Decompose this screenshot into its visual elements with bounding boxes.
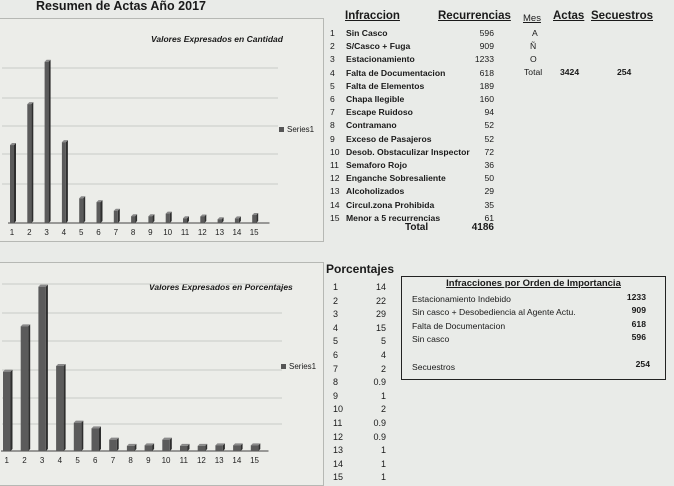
bar-side [64,364,66,451]
x-tick-label: 6 [96,228,101,237]
pct-row-value: 1 [380,390,386,401]
importance-box [401,276,666,380]
x-tick-label: 4 [57,456,63,465]
bar [233,445,241,451]
legend-label: Series1 [287,125,315,134]
bar [145,445,153,451]
row-number: 1 [330,28,335,38]
pct-row-value: 4 [380,350,386,360]
importance-secuestros-value: 254 [635,359,650,369]
row-number: 9 [330,133,335,144]
bar-side [170,438,172,451]
row-infraction-name: Exceso de Pasajeros [346,133,432,144]
x-tick-label: 13 [215,228,225,237]
actas-total: 3424 [560,67,580,77]
row-recurrence-value: 189 [479,80,494,91]
x-tick-label: 5 [75,456,80,465]
header-mes: Mes [523,13,541,24]
chart-title-percentage: Valores Expresados en Porcentajes [149,282,293,292]
row-infraction-name: Alcoholizados [346,186,405,197]
row-number: 3 [330,54,335,65]
row-infraction-name: Falta de Elementos [346,80,425,91]
x-tick-label: 15 [249,228,259,237]
x-tick-label: 14 [232,228,242,237]
header-infraccion: Infraccion [345,10,400,22]
pct-row-number: 15 [333,472,344,483]
x-tick-label: 1 [4,456,9,465]
row-recurrence-value: 35 [484,199,494,210]
row-number: 2 [330,41,335,52]
row-recurrence-value: 596 [479,28,494,38]
pct-row-value: 1 [380,445,386,456]
bar [198,446,206,451]
percentages-title: Porcentajes [326,262,395,276]
row-infraction-name: Estacionamiento [346,54,415,65]
pct-row-number: 7 [333,363,339,374]
importance-row-value: 1233 [626,292,646,302]
bar-side [46,285,48,451]
row-recurrence-value: 72 [484,146,494,157]
bar [180,446,188,451]
x-tick-label: 11 [179,456,188,465]
total-label: Total [524,67,543,77]
pct-row-value: 1 [380,458,386,469]
importance-secuestros-label: Secuestros [412,362,455,372]
x-tick-label: 10 [163,228,173,237]
importance-row-label: Sin casco + Desobediencia al Agente Actu. [412,307,576,317]
x-tick-label: 7 [113,228,119,237]
row-number: 7 [330,107,335,118]
x-tick-label: 12 [197,228,207,237]
bar [74,423,82,451]
pct-row-number: 14 [333,458,344,469]
pct-row-value: 0.9 [373,431,386,442]
pct-row-value: 1 [380,472,386,483]
chart-title-quantity: Valores Expresados en Cantidad [151,34,283,44]
row-number: 11 [330,160,339,170]
x-tick-label: 4 [61,228,67,237]
row-number: 13 [330,186,340,197]
pct-row-value: 5 [380,336,386,347]
bar [109,440,117,451]
x-tick-label: 9 [146,456,151,465]
pct-row-number: 10 [333,404,344,415]
row-infraction-name: Contramano [346,120,397,131]
x-tick-label: 1 [9,228,15,237]
bar-side [99,426,101,451]
row-number: 15 [330,212,340,223]
row-recurrence-value: 909 [479,41,494,52]
row-recurrence-value: 36 [484,160,494,170]
importance-row-value: 596 [631,332,646,342]
row-recurrence-value: 160 [479,94,494,104]
pct-row-number: 2 [333,295,339,306]
row-recurrence-value: 52 [484,133,494,144]
row-number: 4 [330,67,335,78]
pct-row-value: 2 [380,404,386,415]
page-title: Resumen de Actas Año 2017 [36,0,206,13]
pct-row-number: 11 [333,418,343,428]
row-infraction-name: Semaforo Rojo [346,160,408,170]
row-infraction-name: S/Casco + Fuga [346,41,411,52]
mes-letter: A [532,28,538,38]
row-number: 12 [330,173,340,184]
x-tick-label: 11 [180,228,190,237]
bar [162,440,170,451]
row-recurrence-value: 94 [484,107,494,118]
row-infraction-name: Desob. Obstaculizar Inspector [346,146,470,157]
header-recurrencias: Recurrencias [438,10,511,22]
bar-side [117,438,119,451]
x-tick-label: 8 [130,228,136,237]
x-tick-label: 5 [78,228,84,237]
row-recurrence-value: 618 [479,67,494,78]
importance-row-label: Falta de Documentacion [412,321,506,331]
x-tick-label: 13 [214,456,224,465]
bar-side [81,421,83,451]
bar [56,366,64,451]
pct-row-number: 9 [333,390,339,401]
x-tick-label: 2 [22,456,27,465]
bar [3,372,11,451]
pct-row-value: 0.9 [373,418,386,428]
row-recurrence-value: 61 [484,212,494,223]
bar-side [11,370,13,451]
x-tick-label: 10 [161,456,171,465]
row-infraction-name: Falta de Documentacion [346,67,446,78]
row-infraction-name: Escape Ruidoso [346,107,413,118]
importance-row-label: Estacionamiento Indebido [412,294,511,304]
row-infraction-name: Menor a 5 recurrencias [346,212,441,223]
pct-row-value: 2 [380,363,386,374]
x-tick-label: 7 [110,456,116,465]
bar [92,428,100,451]
row-recurrence-value: 29 [484,186,494,197]
x-tick-label: 15 [250,456,260,465]
x-tick-label: 3 [44,228,49,237]
header-secuestros: Secuestros [591,10,654,22]
bar [251,445,258,451]
x-tick-label: 3 [39,456,45,465]
pct-row-number: 3 [333,309,339,320]
mes-letter: Ñ [530,41,537,51]
row-number: 5 [330,80,335,91]
row-infraction-name: Sin Casco [346,28,388,38]
grand-total-label: Total [405,222,429,233]
pct-row-value: 14 [375,282,386,292]
importance-row-label: Sin casco [412,334,450,344]
bar [21,326,29,451]
importance-row-value: 618 [631,319,646,329]
x-tick-label: 14 [232,456,242,465]
row-number: 6 [330,94,335,104]
x-tick-label: 12 [196,456,206,465]
row-number: 14 [330,199,340,210]
mes-letter: O [530,54,537,64]
bar [215,445,223,451]
importance-title: Infracciones por Orden de Importancia [446,278,621,289]
row-infraction-name: Enganche Sobresaliente [346,173,446,184]
pct-row-value: 22 [375,295,386,306]
row-recurrence-value: 1233 [474,54,494,65]
header-actas: Actas [553,10,585,22]
legend-label: Series1 [289,362,317,371]
pct-row-value: 29 [375,309,386,320]
pct-row-value: 0.9 [373,377,386,388]
row-recurrence-value: 52 [484,120,494,131]
pct-row-number: 5 [333,336,339,347]
pct-row-number: 12 [333,431,344,442]
x-tick-label: 8 [128,456,133,465]
pct-row-number: 6 [333,350,339,360]
row-recurrence-value: 50 [484,173,494,184]
importance-row-value: 909 [631,305,646,315]
row-infraction-name: Circul.zona Prohibida [346,199,435,210]
row-infraction-name: Chapa Ilegible [346,94,405,104]
pct-row-number: 8 [333,377,339,388]
pct-row-number: 4 [333,322,339,333]
pct-row-value: 15 [375,322,386,333]
row-number: 8 [330,120,335,131]
row-number: 10 [330,146,340,157]
bar [38,287,46,451]
grand-total: 4186 [471,222,494,233]
bar [127,446,134,451]
secuestros-total: 254 [617,67,632,77]
pct-row-number: 1 [333,282,339,292]
bar-side [28,324,30,451]
x-tick-label: 6 [93,456,98,465]
x-tick-label: 9 [148,228,153,237]
pct-row-number: 13 [333,445,344,456]
x-tick-label: 2 [27,228,32,237]
